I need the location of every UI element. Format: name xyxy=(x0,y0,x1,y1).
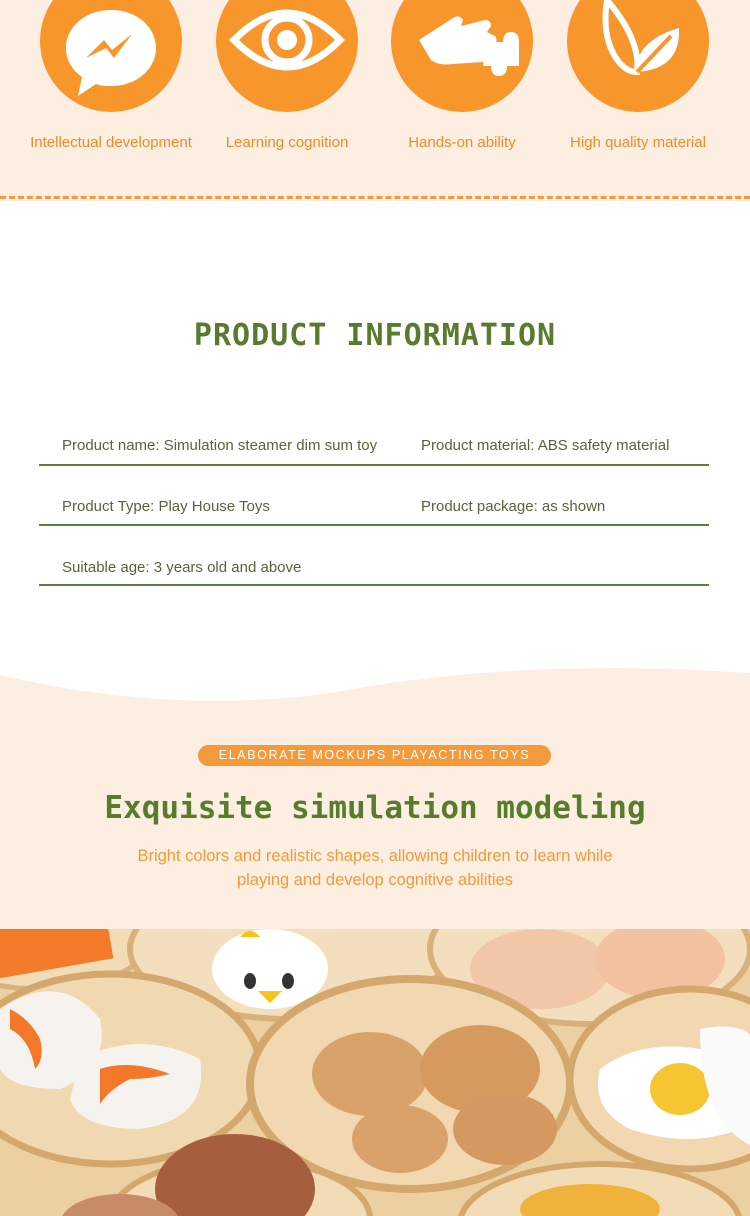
feature-label: Learning cognition xyxy=(225,134,349,151)
info-product-name: Product name: Simulation steamer dim sum toy xyxy=(62,437,378,454)
feature-label: High quality material xyxy=(570,134,706,151)
product-info-title: PRODUCT INFORMATION xyxy=(193,318,557,353)
info-product-material: Product material: ABS safety material xyxy=(421,437,670,454)
feature-label: Intellectual development xyxy=(30,134,192,151)
info-divider xyxy=(39,464,709,466)
modeling-subtitle xyxy=(100,844,650,892)
eye-icon xyxy=(216,0,358,112)
hand-puzzle-icon xyxy=(391,0,533,112)
lightning-chat-icon xyxy=(40,0,182,112)
modeling-subtitle-line: Bright colors and realistic shapes, allowing children to learn while xyxy=(137,847,613,865)
dashed-divider xyxy=(0,196,750,199)
product-photo xyxy=(0,929,750,1216)
feature-label: Hands-on ability xyxy=(408,134,516,151)
dim-sum-steamers-image xyxy=(0,929,750,1216)
modeling-title: Exquisite simulation modeling xyxy=(104,790,646,826)
info-product-type: Product Type: Play House Toys xyxy=(62,498,270,515)
info-suitable-age: Suitable age: 3 years old and above xyxy=(62,559,302,576)
features-band xyxy=(0,0,750,201)
info-divider xyxy=(39,584,709,586)
info-product-package: Product package: as shown xyxy=(421,498,606,515)
mockups-tag: ELABORATE MOCKUPS PLAYACTING TOYS xyxy=(198,745,551,766)
info-divider xyxy=(39,524,709,526)
modeling-subtitle-line: playing and develop cognitive abilities xyxy=(236,871,514,889)
leaf-icon xyxy=(567,0,709,112)
